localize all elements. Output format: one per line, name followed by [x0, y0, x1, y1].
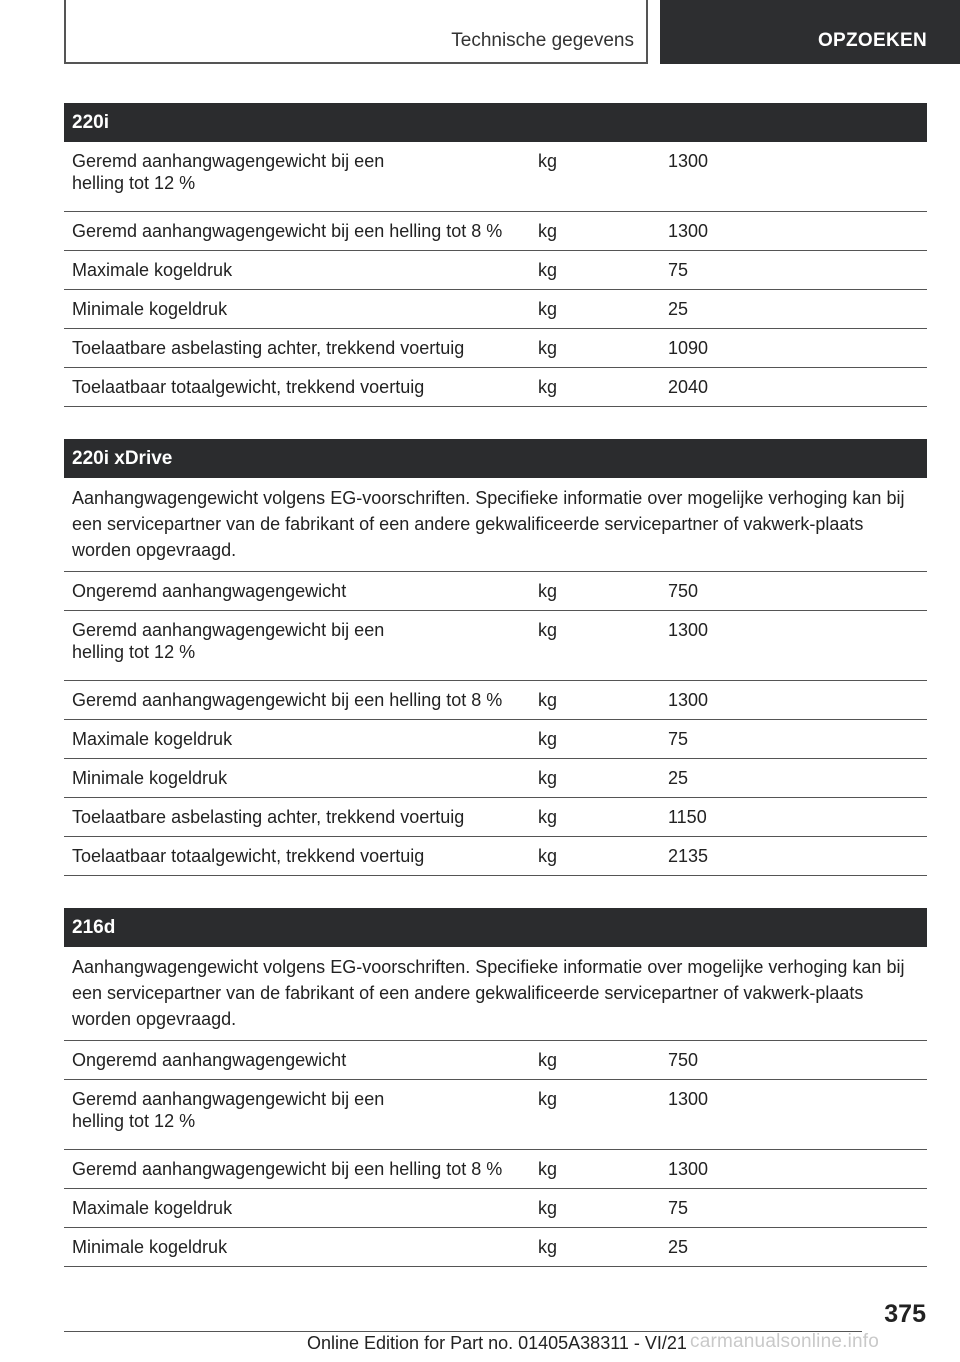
row-unit: kg [538, 1198, 558, 1218]
row-unit: kg [538, 581, 558, 601]
table-row [64, 681, 927, 720]
header-tab-opzoeken[interactable] [660, 0, 960, 64]
table-row [64, 212, 927, 251]
row-unit: kg [538, 377, 558, 397]
row-value: 75 [668, 260, 689, 280]
section-note: Aanhangwagengewicht volgens EG-voorschriften. Specifieke informatie over mogelijke verhoging kan bij een servicepartner van de fabrikant of een andere gekwalificeerde servicepartner of vakwerk-plaats worden opgevraagd. [64, 947, 927, 1041]
row-value: 1300 [668, 1089, 709, 1109]
row-unit: kg [538, 299, 558, 319]
row-unit: kg [538, 1089, 558, 1109]
table-row [64, 611, 927, 681]
footer-edition-text: Online Edition for Part no. 01405A38311 - VI/21 [307, 1333, 687, 1353]
spec-section-220i-xdrive [64, 439, 927, 876]
row-label: Toelaatbaar totaalgewicht, trekkend voertuig [72, 846, 425, 866]
table-row [64, 1080, 927, 1150]
table-row [64, 1041, 927, 1080]
table-row [64, 837, 927, 876]
row-label: Geremd aanhangwagengewicht bij een helling tot 8 % [72, 690, 503, 710]
row-value: 25 [668, 1237, 689, 1257]
row-label: Geremd aanhangwagengewicht bij een helling tot 8 % [72, 1159, 503, 1179]
section-title: 220i xDrive [64, 439, 927, 478]
row-value: 1300 [668, 1159, 709, 1179]
row-value: 1150 [668, 807, 707, 827]
header-tab-label: OPZOEKEN [817, 30, 927, 51]
row-value: 75 [668, 729, 689, 749]
row-value: 75 [668, 1198, 689, 1218]
row-value: 750 [668, 581, 699, 601]
row-value: 1300 [668, 151, 709, 171]
row-unit: kg [538, 151, 558, 171]
row-label: Geremd aanhangwagengewicht bij een helling tot 12 % [72, 151, 385, 193]
row-value: 1300 [668, 221, 709, 241]
table-row [64, 1150, 927, 1189]
row-unit: kg [538, 729, 558, 749]
watermark: carmanualsonline.info [690, 1331, 880, 1352]
table-row [64, 759, 927, 798]
row-unit: kg [538, 807, 558, 827]
row-unit: kg [538, 260, 558, 280]
table-row [64, 572, 927, 611]
spec-section-220i [64, 103, 927, 407]
spec-content [64, 103, 927, 1299]
row-label: Maximale kogeldruk [72, 260, 233, 280]
row-value: 1300 [668, 620, 709, 640]
row-label: Toelaatbare asbelasting achter, trekkend voertuig [72, 807, 465, 827]
table-row [64, 329, 927, 368]
row-unit: kg [538, 338, 558, 358]
row-value: 750 [668, 1050, 699, 1070]
page-number: 375 [884, 1300, 926, 1328]
table-row [64, 368, 927, 407]
row-unit: kg [538, 1159, 558, 1179]
row-label: Maximale kogeldruk [72, 1198, 233, 1218]
section-title: 220i [64, 103, 927, 142]
row-unit: kg [538, 768, 558, 788]
spec-section-216d [64, 908, 927, 1267]
header-section-box [64, 0, 648, 64]
row-value: 2135 [668, 846, 709, 866]
row-label: Toelaatbaar totaalgewicht, trekkend voertuig [72, 377, 425, 397]
row-label: Minimale kogeldruk [72, 1237, 228, 1257]
table-row [64, 142, 927, 212]
row-unit: kg [538, 1237, 558, 1257]
row-label: Ongeremd aanhangwagengewicht [72, 1050, 347, 1070]
table-row [64, 798, 927, 837]
row-unit: kg [538, 846, 558, 866]
row-unit: kg [538, 690, 558, 710]
row-unit: kg [538, 620, 558, 640]
row-label: Toelaatbare asbelasting achter, trekkend voertuig [72, 338, 465, 358]
row-value: 2040 [668, 377, 709, 397]
table-row [64, 251, 927, 290]
table-row [64, 290, 927, 329]
table-row [64, 1228, 927, 1267]
row-label: Geremd aanhangwagengewicht bij een helling tot 8 % [72, 221, 503, 241]
header-section-title: Technische gegevens [451, 30, 634, 51]
row-unit: kg [538, 221, 558, 241]
row-label: Geremd aanhangwagengewicht bij een helling tot 12 % [72, 620, 385, 662]
row-label: Geremd aanhangwagengewicht bij een helling tot 12 % [72, 1089, 385, 1131]
table-row [64, 720, 927, 759]
row-label: Minimale kogeldruk [72, 768, 228, 788]
row-label: Maximale kogeldruk [72, 729, 233, 749]
row-value: 1090 [668, 338, 709, 358]
row-value: 25 [668, 299, 689, 319]
section-note: Aanhangwagengewicht volgens EG-voorschriften. Specifieke informatie over mogelijke verhoging kan bij een servicepartner van de fabrikant of een andere gekwalificeerde servicepartner of vakwerk-plaats worden opgevraagd. [64, 478, 927, 572]
row-unit: kg [538, 1050, 558, 1070]
row-label: Ongeremd aanhangwagengewicht [72, 581, 347, 601]
row-value: 25 [668, 768, 689, 788]
row-value: 1300 [668, 690, 709, 710]
row-label: Minimale kogeldruk [72, 299, 228, 319]
table-row [64, 1189, 927, 1228]
section-title: 216d [64, 908, 927, 947]
